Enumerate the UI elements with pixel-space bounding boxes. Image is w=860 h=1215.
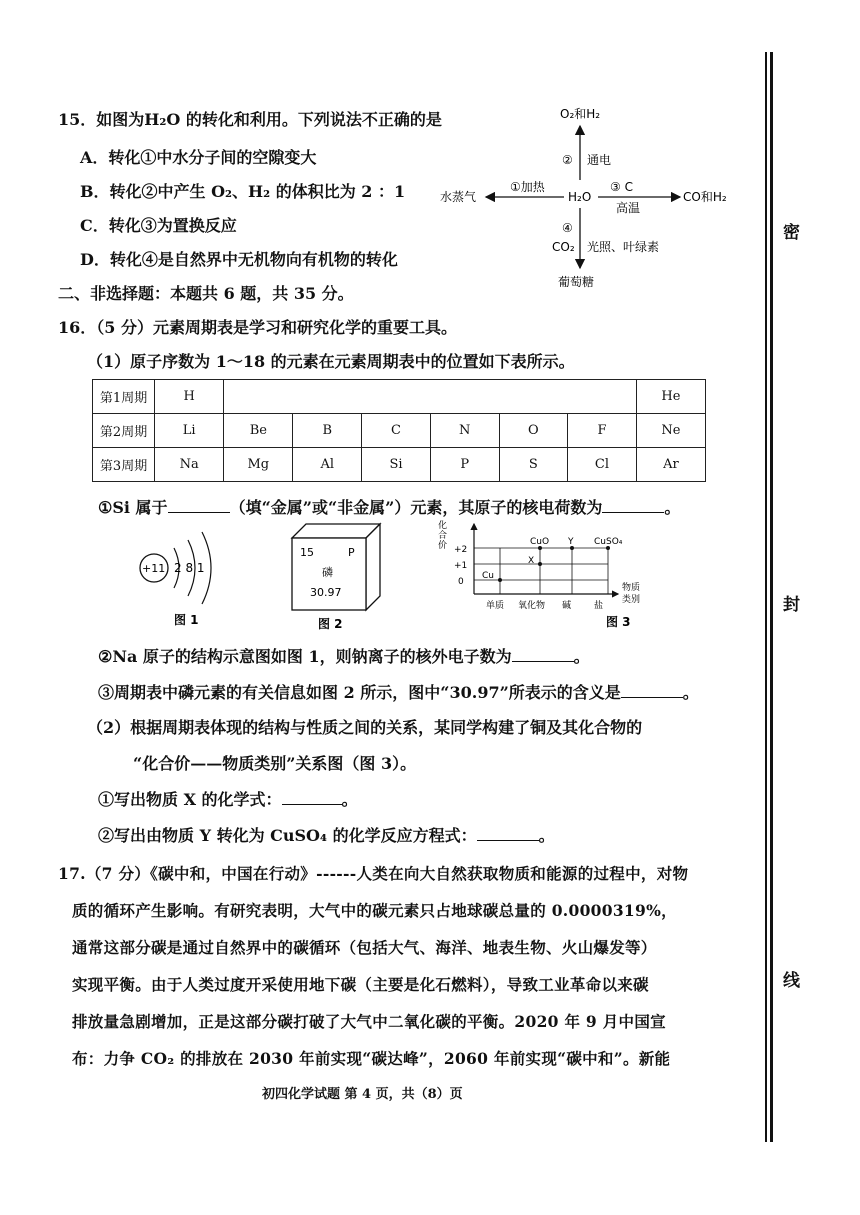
period-label: 第1周期 [93, 380, 155, 414]
element-cell: P [430, 448, 499, 482]
element-cell: Mg [224, 448, 293, 482]
element-cell: Al [293, 448, 362, 482]
q16-sub2-end: 。 [573, 647, 590, 666]
point-label: Y [568, 537, 574, 547]
element-cell: Be [224, 414, 293, 448]
q16-part2-line2: “化合价——物质类别”关系图（图 3）。 [133, 754, 417, 773]
h2o-conversion-diagram [430, 98, 750, 298]
q16-p2-sub1 [98, 787, 358, 810]
element-name: 磷 [322, 566, 333, 579]
fig3-ylabel-3: 价 [438, 541, 448, 551]
empty-cell [224, 380, 637, 414]
diag-right-product: CO和H₂ [683, 190, 727, 204]
q17-line: 通常这部分碳是通过自然界中的碳循环（包括大气、海洋、地表生物、火山爆发等） [72, 938, 657, 957]
element-cell: Ne [636, 414, 705, 448]
diag-top-num: ② [562, 153, 573, 167]
answer-blank[interactable] [477, 840, 539, 841]
element-cell: H [155, 380, 224, 414]
fig3-caption: 图 3 [606, 615, 631, 629]
xtick: 碱 [562, 601, 572, 611]
q16-sub3-text: ③周期表中磷元素的有关信息如图 2 所示，图中“30.97”所表示的含义是 [98, 683, 621, 702]
q15-option-c: C．转化③为置换反应 [80, 216, 237, 235]
q17-line: 质的循环产生影响。有研究表明，大气中的碳元素只占地球碳总量的 0.0000319%， [72, 901, 677, 920]
q17-line: 排放量急剧增加，正是这部分碳打破了大气中二氧化碳的平衡。2020 年 9 月中国宣 [72, 1012, 666, 1031]
seal-char-middle: 封 [783, 595, 800, 615]
ytick: +2 [454, 545, 468, 555]
atomic-mass: 30.97 [310, 586, 342, 599]
element-cell: N [430, 414, 499, 448]
diag-left-label: ①加热 [510, 180, 545, 194]
answer-blank[interactable] [168, 512, 230, 513]
q16-p2-sub1-end: 。 [341, 790, 358, 809]
fig3-ylabel-2: 合 [438, 531, 448, 541]
element-cell: F [568, 414, 637, 448]
atomic-number: 15 [300, 546, 314, 559]
table-row [93, 448, 706, 482]
diag-bottom-co2: CO₂ [552, 240, 575, 254]
q16-sub1-text-a: ①Si 属于 [98, 498, 168, 517]
section-2-heading: 二、非选择题：本题共 6 题，共 35 分。 [58, 284, 354, 303]
phosphorus-element-card [284, 516, 394, 632]
q17-line: 17.（7 分）《碳中和，中国在行动》------人类在向大自然获取物质和能源的过程中，对物 [58, 864, 689, 883]
fig3-ylabel-1: 化 [438, 521, 448, 531]
xtick: 单质 [486, 601, 505, 611]
answer-blank[interactable] [602, 512, 664, 513]
element-symbol: P [348, 546, 355, 559]
q16-sub1 [98, 495, 680, 518]
point-label: CuSO₄ [594, 537, 623, 547]
q16-sub1-end: 。 [664, 498, 681, 517]
diag-left-product: 水蒸气 [440, 190, 477, 204]
point-label: X [528, 556, 535, 566]
q17-line: 实现平衡。由于人类过度开采使用地下碳（主要是化石燃料），导致工业革命以来碳 [72, 975, 649, 994]
element-cell: Na [155, 448, 224, 482]
q16-sub3-end: 。 [682, 683, 699, 702]
q17-line: 布：力争 CO₂ 的排放在 2030 年前实现“碳达峰”，2060 年前实现“碳中和”。新能 [72, 1049, 671, 1068]
answer-blank[interactable] [282, 804, 342, 805]
seal-char-bottom: 线 [783, 971, 800, 991]
sodium-atom-diagram [130, 520, 240, 630]
element-cell: Cl [568, 448, 637, 482]
fig3-xlabel-2: 类别 [622, 595, 641, 605]
diag-bottom-label: 光照、叶绿素 [587, 240, 660, 254]
element-cell: Li [155, 414, 224, 448]
ytick: 0 [458, 577, 464, 587]
q16-part1: （1）原子序数为 1～18 的元素在元素周期表中的位置如下表所示。 [87, 352, 575, 371]
q16-sub2 [98, 644, 590, 667]
diag-right-label-top: ③ C [610, 180, 633, 194]
element-cell: Ar [636, 448, 705, 482]
point-label: Cu [482, 571, 494, 581]
point-label: CuO [530, 537, 550, 547]
period-label: 第3周期 [93, 448, 155, 482]
q16-p2-sub2-end: 。 [538, 826, 555, 845]
diag-center: H₂O [568, 190, 592, 204]
answer-blank[interactable] [621, 697, 683, 698]
binding-line [770, 52, 773, 1142]
element-cell: B [293, 414, 362, 448]
q16-sub2-text: ②Na 原子的结构示意图如图 1，则钠离子的核外电子数为 [98, 647, 512, 666]
q15-option-d: D．转化④是自然界中无机物向有机物的转化 [80, 250, 398, 269]
xtick: 盐 [594, 601, 604, 611]
q15-stem: 15．如图为H₂O 的转化和利用。下列说法不正确的是 [58, 110, 442, 129]
diag-bottom-product: 葡萄糖 [558, 275, 595, 289]
nucleus-charge: +11 [142, 562, 166, 575]
fig1-caption: 图 1 [174, 613, 199, 627]
q16-sub3 [98, 680, 699, 703]
q16-part2-line1: （2）根据周期表体现的结构与性质之间的关系，某同学构建了铜及其化合物的 [87, 718, 643, 737]
element-cell: S [499, 448, 568, 482]
page-footer: 初四化学试题 第 4 页，共（8）页 [262, 1087, 463, 1102]
seal-char-top: 密 [783, 223, 800, 243]
binding-line [765, 52, 767, 1142]
fig2-caption: 图 2 [318, 617, 343, 631]
element-cell: Si [362, 448, 431, 482]
element-cell: He [636, 380, 705, 414]
q15-option-a: A．转化①中水分子间的空隙变大 [80, 148, 317, 167]
table-row [93, 380, 706, 414]
period-label: 第2周期 [93, 414, 155, 448]
q16-p2-sub2 [98, 823, 555, 846]
electron-shells: 2 8 1 [174, 561, 205, 575]
diag-top-product: O₂和H₂ [560, 107, 601, 121]
q16-stem: 16．（5 分）元素周期表是学习和研究化学的重要工具。 [58, 318, 457, 337]
valence-category-chart [430, 516, 660, 634]
xtick: 氧化物 [518, 601, 546, 611]
diag-bottom-num: ④ [562, 221, 573, 235]
q16-sub1-text-b: （填“金属”或“非金属”）元素，其原子的核电荷数为 [229, 498, 603, 517]
fig3-xlabel-1: 物质 [622, 583, 641, 593]
element-cell: O [499, 414, 568, 448]
diag-right-label-bottom: 高温 [616, 201, 641, 215]
diag-top-label: 通电 [587, 153, 612, 167]
table-row [93, 414, 706, 448]
periodic-table [92, 379, 706, 482]
q16-p2-sub2-text: ②写出由物质 Y 转化为 CuSO₄ 的化学反应方程式： [98, 826, 477, 845]
answer-blank[interactable] [512, 661, 574, 662]
q15-option-b: B．转化②中产生 O₂、H₂ 的体积比为 2 ：1 [80, 182, 406, 201]
q16-p2-sub1-text: ①写出物质 X 的化学式： [98, 790, 282, 809]
ytick: +1 [454, 561, 468, 571]
element-cell: C [362, 414, 431, 448]
